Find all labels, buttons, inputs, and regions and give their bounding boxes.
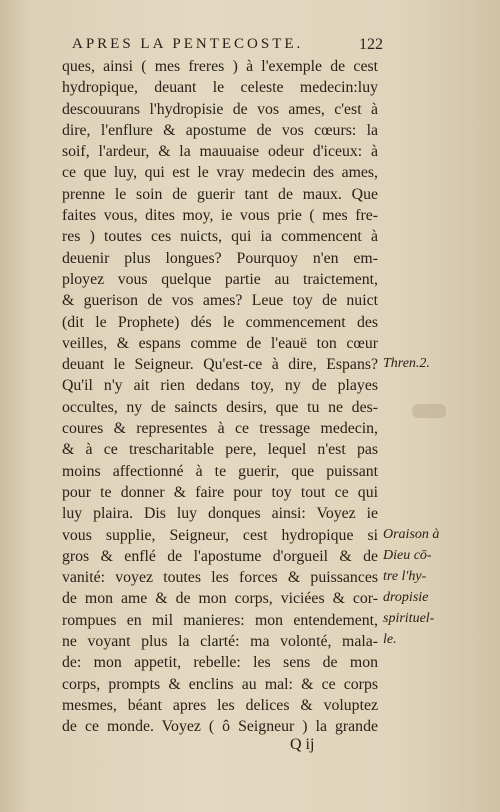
text-line: & à ce trescharitable pere, lequel n'est pas	[62, 441, 378, 459]
ink-blot	[412, 404, 446, 418]
text-line: soif, l'ardeur, & la mauuaise odeur d'iceux: à	[62, 143, 378, 161]
text-line: veilles, & espans comme de l'eauë ton cœur	[62, 334, 378, 352]
margin-note-thren: Thren.2.	[383, 356, 430, 371]
running-title: APRES LA PENTECOSTE.	[72, 36, 304, 52]
signature-mark: Q ij	[290, 736, 315, 753]
text-line: ce que luy, qui est le vray medecin des ames,	[62, 164, 378, 182]
text-line: pour te donner & faire pour toy tout ce qui	[62, 483, 378, 501]
text-line: mesmes, béant apres les delices & voluptez	[62, 696, 378, 714]
margin-note-oraison: le.	[383, 632, 397, 647]
text-line: corps, prompts & enclins au mal: & ce corps	[62, 675, 378, 693]
text-line: res ) toutes ces nuicts, qui ia commencent à	[62, 228, 378, 246]
text-line: gros & enflé de l'apostume d'orgueil & de	[62, 547, 378, 565]
text-line: (dit le Prophete) dés le commencement des	[62, 313, 378, 331]
margin-note-oraison: spirituel-	[383, 611, 435, 626]
text-line: faites vous, dites moy, ie vous prie ( mes fre-	[62, 207, 378, 225]
running-header	[72, 36, 383, 53]
text-line: vous supplie, Seigneur, cest hydropique si	[62, 526, 378, 544]
text-line: de: mon appetit, rebelle: les sens de mon	[62, 654, 378, 672]
text-line: descouurans l'hydropisie de vos ames, c'est à	[62, 100, 378, 118]
margin-note-oraison: tre l'hy-	[383, 569, 427, 584]
margin-note-oraison: Oraison à	[383, 527, 440, 542]
text-line: deuenir plus longues? Pourquoy n'en em-	[62, 249, 378, 267]
text-line: vanité: voyez toutes les forces & puissances	[62, 569, 378, 587]
text-line: prenne le soin de guerir tant de maux. Que	[62, 185, 378, 203]
text-line: ne voyant plus la clarté: ma volonté, mala-	[62, 633, 378, 651]
text-line: ployez vous quelque partie au traictement,	[62, 270, 378, 288]
page-number: 122	[359, 36, 383, 53]
text-line: Qu'il n'y ait rien dedans toy, ny de playes	[62, 377, 378, 395]
text-line: de ce monde. Voyez ( ô Seigneur ) la grande	[62, 718, 378, 736]
text-line: ques, ainsi ( mes freres ) à l'exemple de cest	[62, 58, 378, 75]
margin-note-oraison: Dieu cō-	[383, 548, 432, 563]
text-line: & guerison de vos ames? Leue toy de nuict	[62, 292, 378, 310]
text-line: coures & representes à ce tressage medecin,	[62, 420, 378, 438]
text-line: de mon ame & de mon corps, viciées & cor-	[62, 590, 378, 608]
text-line: dire, l'enflure & apostume de vos cœurs: la	[62, 121, 378, 139]
text-line: moins affectionné à te guerir, que puissant	[62, 462, 378, 480]
body-text	[62, 56, 378, 738]
text-line: occultes, ny de saincts desirs, que tu ne des-	[62, 398, 378, 416]
margin-note-oraison: dropisie	[383, 590, 429, 605]
text-line: rompues en mil manieres: mon entendement,	[62, 611, 378, 629]
text-line: luy plaira. Dis luy donques ainsi: Voyez ie	[62, 505, 378, 523]
text-line: hydropique, deuant le celeste medecin:luy	[62, 79, 378, 97]
text-line: deuant le Seigneur. Qu'est-ce à dire, Espans?	[62, 356, 378, 374]
